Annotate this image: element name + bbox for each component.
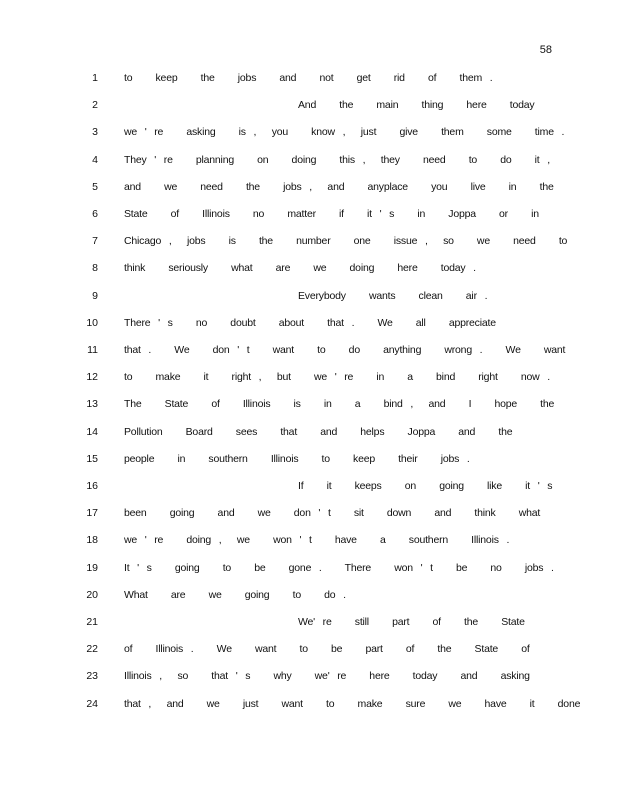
line-number: 8 — [92, 262, 98, 275]
line-text: Everybody wants clean air . — [298, 289, 488, 302]
line-number: 9 — [92, 289, 98, 302]
transcript-line — [0, 668, 618, 684]
line-text: to keep the jobs and not get rid of them . — [124, 72, 493, 84]
line-number: 22 — [86, 643, 98, 656]
transcript-line — [0, 97, 618, 113]
line-text: We' re still part of the State — [298, 616, 525, 628]
line-number: 12 — [86, 371, 98, 384]
transcript-line — [0, 478, 618, 494]
line-text: If it keeps on going like it ' s — [298, 480, 553, 492]
line-text: State of Illinois no matter if it ' s in Joppa or in — [124, 208, 539, 220]
transcript-line — [0, 451, 618, 467]
line-number: 11 — [87, 344, 98, 356]
line-number: 5 — [92, 180, 98, 193]
transcript-line — [0, 369, 618, 385]
transcript-line — [0, 152, 618, 168]
line-number: 17 — [86, 507, 98, 520]
line-number: 21 — [86, 616, 98, 628]
line-text: think seriously what are we doing here today . — [124, 262, 476, 275]
line-text: to make it right , but we ' re in a bind right now . — [124, 371, 550, 384]
transcript-line — [0, 233, 618, 249]
line-text: And the main thing here today — [298, 99, 535, 112]
line-number: 19 — [86, 561, 98, 574]
line-text: Pollution Board sees that and helps Joppa and the — [124, 425, 513, 438]
line-number: 13 — [86, 398, 98, 411]
transcript-line — [0, 179, 618, 195]
line-number: 14 — [86, 425, 98, 438]
transcript-line — [0, 560, 618, 576]
transcript-line — [0, 342, 618, 358]
transcript-line — [0, 532, 618, 548]
line-text: There ' s no doubt about that . We all appreciate — [124, 316, 496, 329]
line-number: 6 — [92, 208, 98, 220]
line-number: 1 — [92, 72, 98, 84]
transcript-line — [0, 70, 618, 86]
line-number: 18 — [86, 534, 98, 547]
line-text: What are we going to do . — [124, 588, 346, 601]
line-text: It ' s going to be gone . There won ' t be no jobs . — [124, 561, 554, 574]
line-text: we ' re doing , we won ' t have a southern Illinois . — [124, 534, 510, 547]
line-text: of Illinois . We want to be part of the State of — [124, 643, 530, 656]
line-text: and we need the jobs , and anyplace you live in the — [124, 180, 554, 193]
line-text: we ' re asking is , you know , just give them some time . — [124, 126, 565, 139]
line-text: Chicago , jobs is the number one issue , so we need to — [124, 235, 568, 248]
line-number: 24 — [86, 697, 98, 710]
transcript-line — [0, 424, 618, 440]
line-number: 16 — [86, 480, 98, 492]
line-number: 2 — [92, 99, 98, 112]
line-number: 20 — [86, 588, 98, 601]
transcript-line — [0, 587, 618, 603]
page-number: 58 — [539, 44, 552, 56]
transcript-line — [0, 315, 618, 331]
line-number: 15 — [86, 452, 98, 465]
transcript-line — [0, 505, 618, 521]
transcript-line — [0, 260, 618, 276]
line-text: people in southern Illinois to keep their jobs . — [124, 452, 470, 465]
line-number: 7 — [92, 235, 98, 248]
line-text: Illinois , so that ' s why we' re here today and asking — [124, 670, 530, 683]
transcript-line — [0, 396, 618, 412]
transcript-line — [0, 641, 618, 657]
line-text: that , and we just want to make sure we have it done — [124, 697, 581, 710]
transcript-line — [0, 614, 618, 630]
line-text: The State of Illinois is in a bind , and I hope the — [124, 398, 555, 411]
line-number: 4 — [92, 153, 98, 166]
line-number: 10 — [86, 316, 98, 329]
transcript-line — [0, 288, 618, 304]
transcript-line — [0, 206, 618, 222]
line-number: 3 — [92, 126, 98, 139]
line-text: They ' re planning on doing this , they need to do it , — [124, 153, 550, 166]
line-number: 23 — [86, 670, 98, 683]
transcript-line — [0, 124, 618, 140]
transcript-line — [0, 696, 618, 712]
line-text: been going and we don ' t sit down and think what — [124, 507, 541, 520]
line-text: that . We don ' t want to do anything wrong . We want — [124, 344, 566, 356]
